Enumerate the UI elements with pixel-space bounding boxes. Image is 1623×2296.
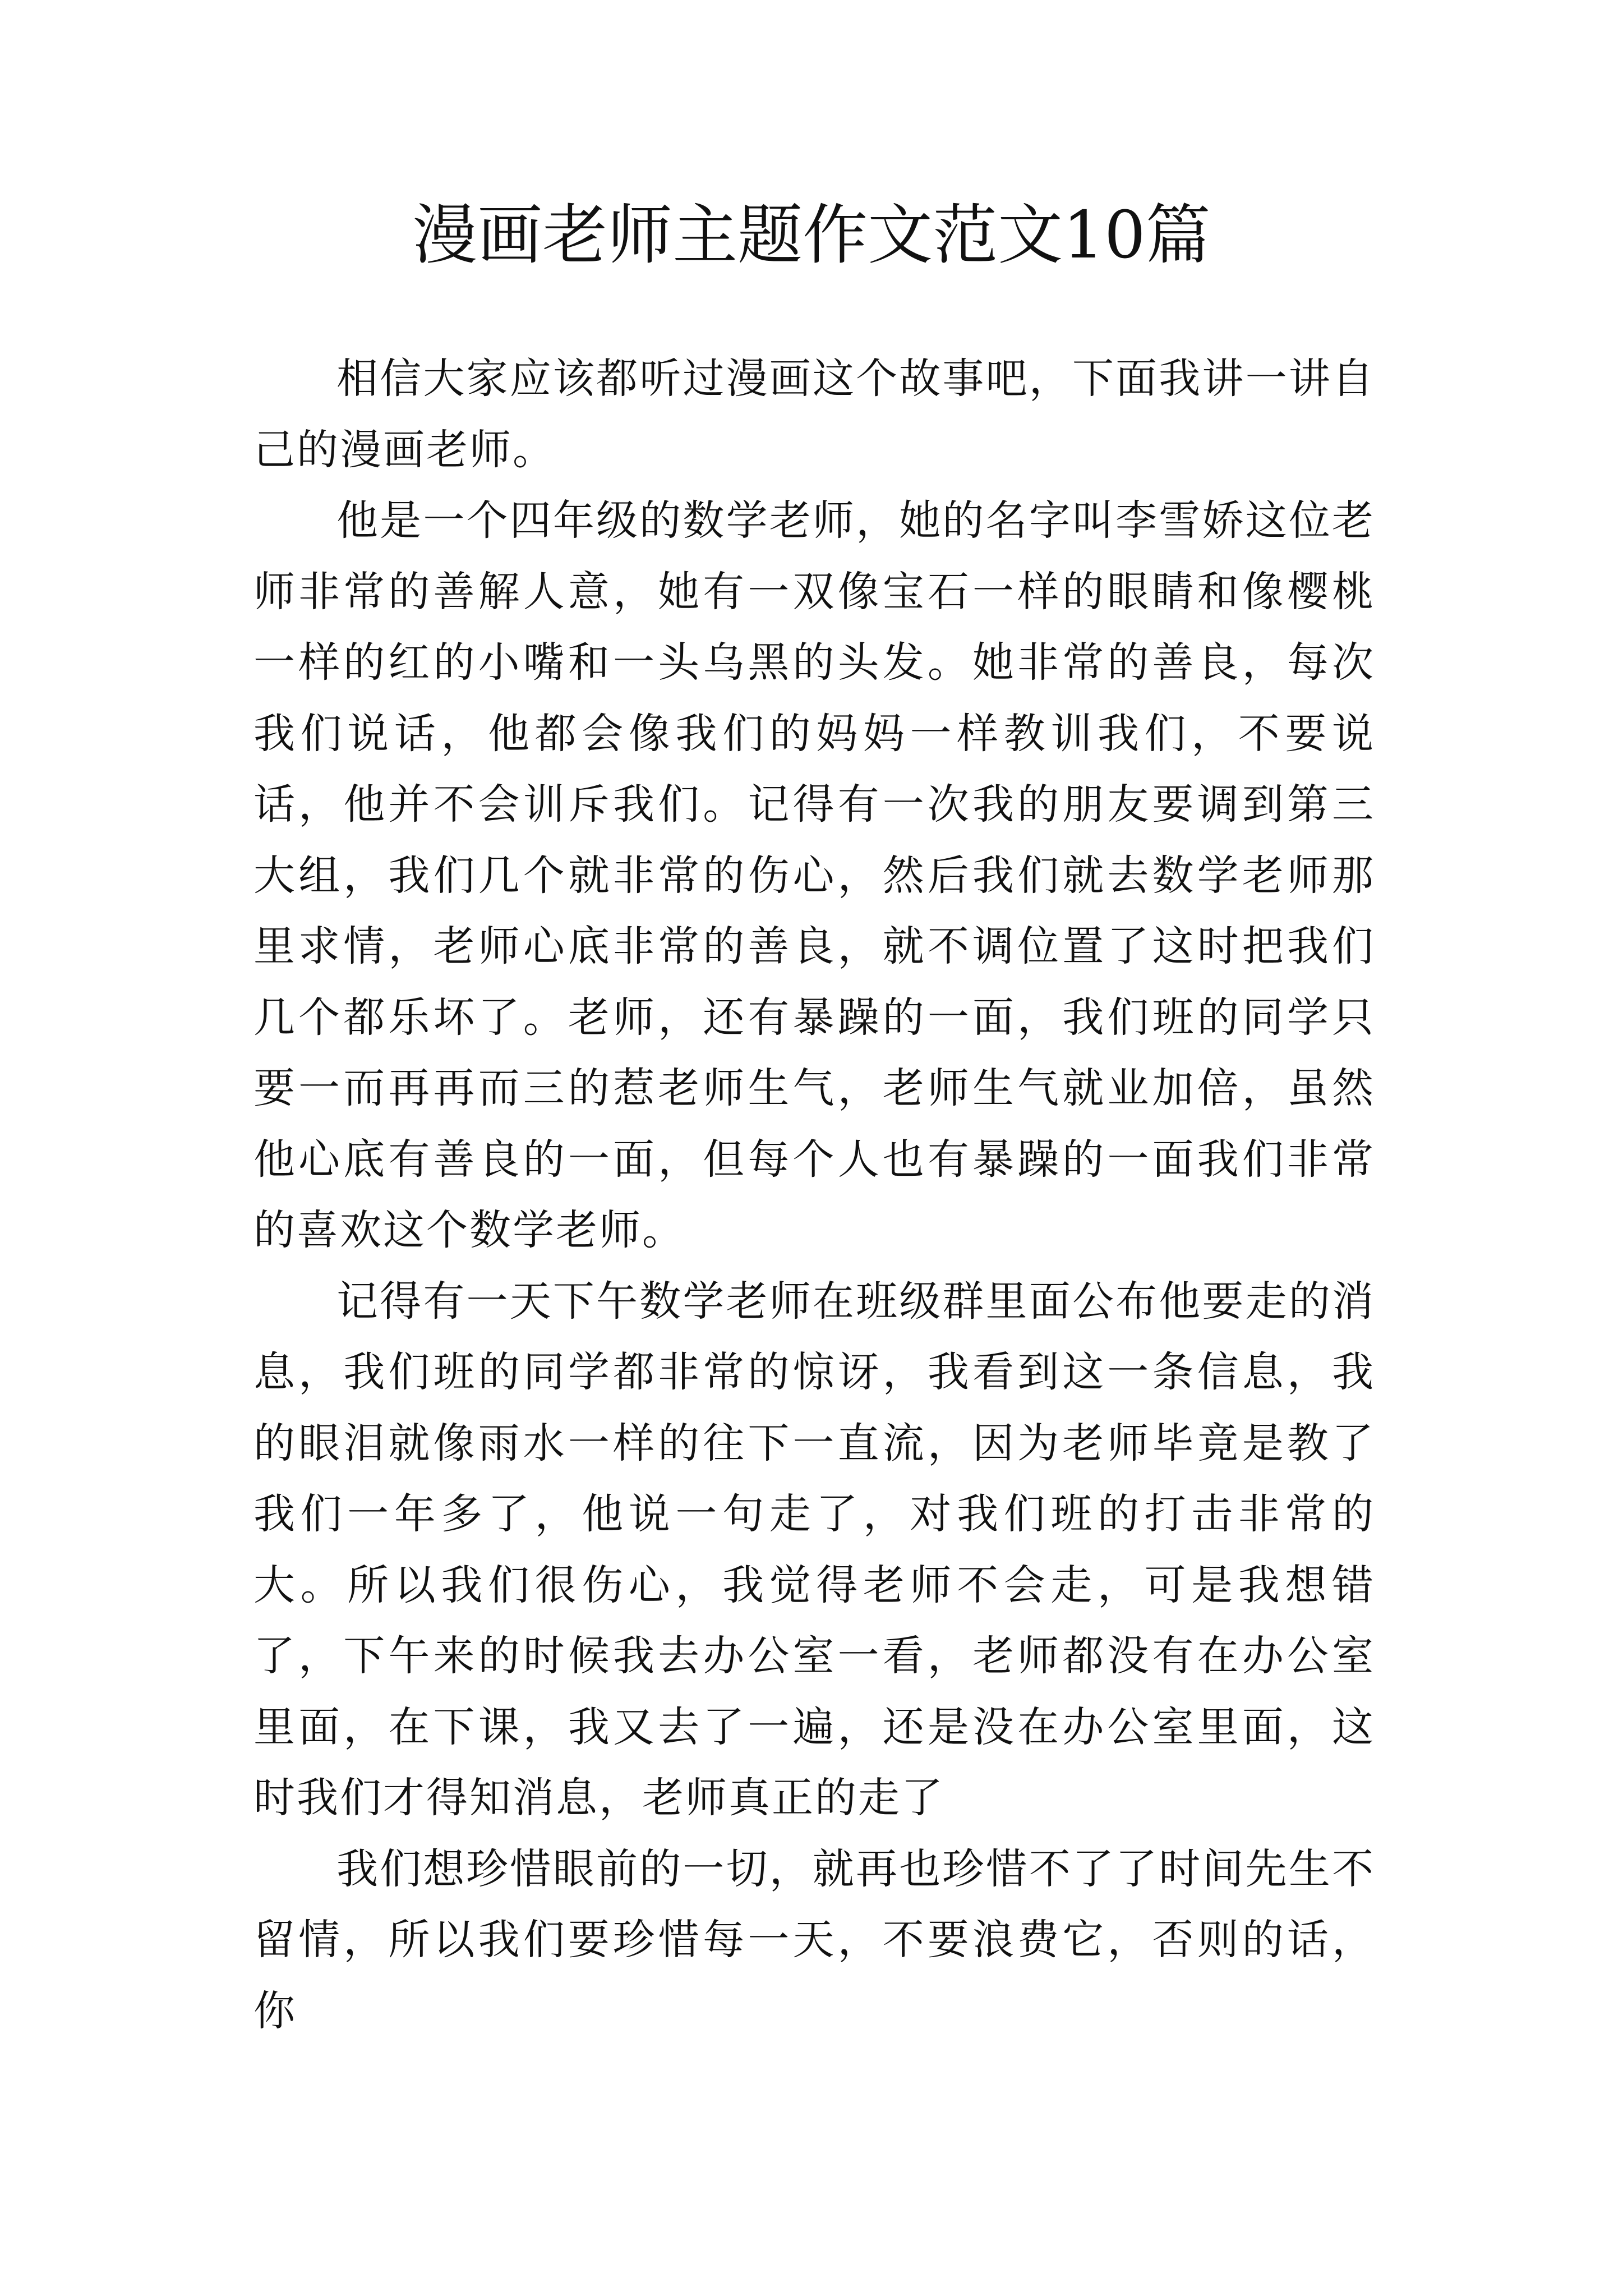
paragraph: 记得有一天下午数学老师在班级群里面公布他要走的消息，我们班的同学都非常的惊讶，我看到这一条信息，我的眼泪就像雨水一样的往下一直流，因为老师毕竟是教了我们一年多了，他说一句走了，对我们班的打击非常的大。所以我们很伤心，我觉得老师不会走，可是我想错了，下午来的时候我去办公室一看，老师都没有在办公室里面，在下课，我又去了一遍，还是没在办公室里面，这时我们才得知消息，老师真正的走了 xyxy=(253,1277,1375,1822)
paragraph: 我们想珍惜眼前的一切，就再也珍惜不了了时间先生不留情，所以我们要珍惜每一天，不要浪费它，否则的话，你 xyxy=(253,1844,1375,2035)
document-title: 漫画老师主题作文范文10篇 xyxy=(412,197,1211,273)
paragraph: 相信大家应该都听过漫画这个故事吧，下面我讲一讲自己的漫画老师。 xyxy=(253,355,1375,474)
document-body xyxy=(253,343,1375,2046)
paragraph: 他是一个四年级的数学老师，她的名字叫李雪娇这位老师非常的善解人意，她有一双像宝石一样的眼睛和像樱桃一样的红的小嘴和一头乌黑的头发。她非常的善良，每次我们说话，他都会像我们的妈妈一样教训我们，不要说话，他并不会训斥我们。记得有一次我的朋友要调到第三大组，我们几个就非常的伤心，然后我们就去数学老师那里求情，老师心底非常的善良，就不调位置了这时把我们几个都乐坏了。老师，还有暴躁的一面，我们班的同学只要一而再再而三的惹老师生气，老师生气就业加倍，虽然他心底有善良的一面，但每个人也有暴躁的一面我们非常的喜欢这个数学老师。 xyxy=(253,496,1375,1254)
